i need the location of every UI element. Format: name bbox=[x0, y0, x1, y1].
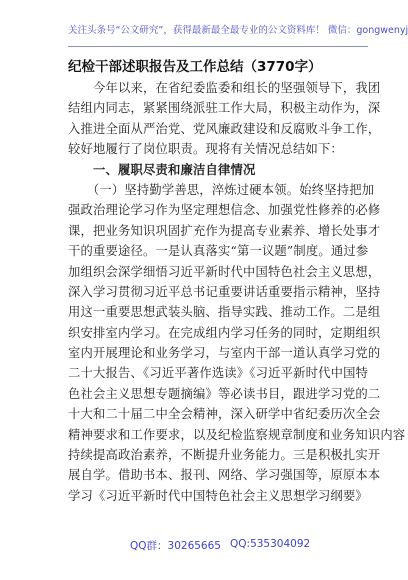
body-line: 二十大报告、《习近平著作选读》《习近平新时代中国特 bbox=[68, 366, 369, 381]
body-line: 强政治理论学习作为坚定理想信念、加强党性修养的必修 bbox=[68, 203, 381, 218]
body-line: 干的重要途径。一是认真落实“第一议题”制度。通过参 bbox=[68, 244, 369, 259]
qq-group-text: QQ群：30265665 bbox=[130, 540, 221, 552]
qq-number-text: QQ:535304092 bbox=[230, 538, 311, 550]
body-line: 展自学。借助书本、报刊、网络、学习强国等，原原本本 bbox=[68, 468, 381, 483]
body-line: 色社会主义思想专题摘编》等必读书目，跟进学习党的二 bbox=[68, 386, 381, 401]
body-line: 持续提高政治素养，不断提升业务能力。三是积极扎实开 bbox=[68, 448, 381, 463]
section-heading: 一、履职尽责和廉洁自律情况 bbox=[68, 162, 256, 177]
header-banner bbox=[68, 8, 408, 47]
body-line: 室内开展理论和业务学习，与室内干部一道认真学习党的 bbox=[68, 346, 381, 361]
header-banner-text: 关注头条号“公文研究”，获得最新最全最专业的公文资料库！ 微信：gongwenyj bbox=[68, 25, 408, 36]
body-line: 学习《习近平新时代中国特色社会主义思想学习纲要》 bbox=[68, 488, 368, 503]
body-line: 今年以来，在省纪委监委和组长的坚强领导下，我团 bbox=[68, 81, 381, 95]
body-line: 较好地履行了岗位职责。现将有关情况总结如下： bbox=[68, 142, 343, 157]
footer-contact bbox=[0, 535, 408, 555]
body-line: 深入学习贯彻习近平总书记重要讲话重要指示精神，坚持 bbox=[68, 284, 381, 299]
body-line: 精神要求和工作要求，以及纪检监察规章制度和业务知识内容 bbox=[68, 427, 406, 442]
body-line: 用这一重要思想武装头脑、指导实践、推动工作。二是组 bbox=[68, 305, 381, 320]
body-line: 结组内同志，紧紧围绕派驻工作大局，积极主动作为，深 bbox=[68, 101, 381, 116]
body-line: 加组织会深学细悟习近平新时代中国特色社会主义思想， bbox=[68, 264, 381, 279]
document-body bbox=[68, 78, 406, 506]
body-line: （一）坚持勤学善思，淬炼过硬本领。始终坚持把加 bbox=[68, 182, 375, 197]
body-line: 织安排室内学习。在完成组内学习任务的同时，定期组织 bbox=[68, 325, 381, 340]
body-line: 十大和二十届二中全会精神，深入研学中省纪委历次全会 bbox=[68, 407, 381, 422]
document-title: 纪检干部述职报告及工作总结（3770字） bbox=[68, 59, 322, 75]
body-line: 入推进全面从严治党、党风廉政建设和反腐败斗争工作， bbox=[68, 121, 381, 136]
body-line: 课，把业务知识巩固扩充作为提高专业素养、增长处事才 bbox=[68, 223, 381, 238]
